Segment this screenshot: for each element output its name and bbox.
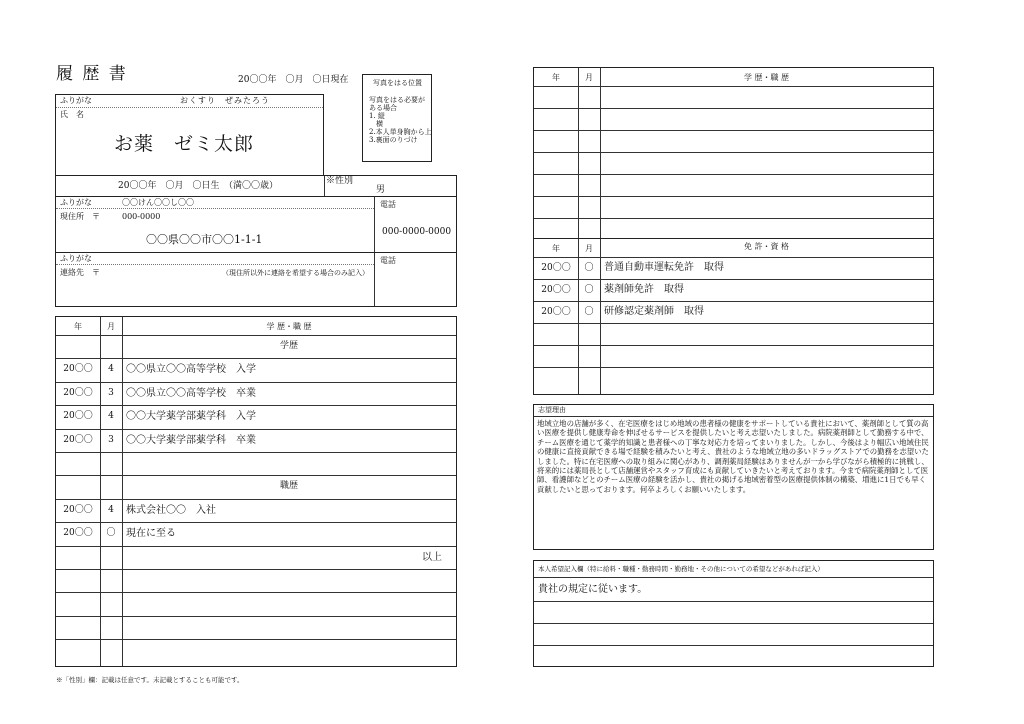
row-month <box>100 616 122 639</box>
document-date: 20〇〇年 〇月 〇日現在 <box>238 75 349 85</box>
contact-note: （現住所以外に連絡を希望する場合のみ記入） <box>222 269 369 277</box>
row-year: 20〇〇 <box>63 364 93 375</box>
row-year: 20〇〇 <box>63 411 93 422</box>
row-month: 〇 <box>584 263 594 273</box>
table-row <box>56 405 456 428</box>
table-row <box>534 345 933 367</box>
row-month <box>578 323 600 345</box>
row-year <box>56 569 100 592</box>
row-month: 〇 <box>584 307 594 317</box>
row-text: 研修認定薬剤師 取得 <box>604 306 704 317</box>
table-row <box>56 335 456 358</box>
row-month: 〇 <box>584 285 594 295</box>
contact-phone-label: 電話 <box>380 256 396 265</box>
row-month <box>100 475 122 498</box>
license-table <box>533 238 934 395</box>
table-row <box>56 358 456 381</box>
address-furigana: 〇〇けん〇〇し〇〇 <box>122 198 194 207</box>
row-year <box>56 335 100 358</box>
motivation-box <box>533 404 934 550</box>
phone-value: 000-0000-0000 <box>382 227 452 237</box>
row-year <box>534 323 578 345</box>
table-row <box>56 546 456 569</box>
page-title: 履 歴 書 <box>56 64 128 84</box>
row-text: 薬剤師免許 取得 <box>604 284 684 295</box>
table-row <box>56 639 456 662</box>
col-header-year: 年 <box>74 322 82 331</box>
address-value: 〇〇県〇〇市〇〇1-1-1 <box>146 233 263 246</box>
row-year <box>56 475 100 498</box>
sex-value: 男 <box>376 185 386 195</box>
applicant-name: お薬 ゼミ太郎 <box>114 133 255 155</box>
contact-box <box>55 252 457 307</box>
name-furigana-label: ふりがな <box>60 96 92 105</box>
row-month: 4 <box>108 364 114 375</box>
phone-label: 電話 <box>380 200 396 209</box>
table-row <box>56 452 456 475</box>
table-row <box>534 323 933 345</box>
row-month <box>100 546 122 569</box>
col-header-history: 学 歴・職 歴 <box>266 322 312 331</box>
photo-line: 1. 縦 <box>369 112 385 120</box>
row-year <box>56 639 100 662</box>
row-year: 20〇〇 <box>63 528 93 539</box>
row-month <box>100 592 122 615</box>
table-row <box>56 616 456 639</box>
table-row <box>56 522 456 545</box>
birth-row <box>55 175 457 197</box>
postal-code: 000-0000 <box>122 212 161 221</box>
birth-date: 20〇〇年 〇月 〇日生 （満〇〇歳） <box>118 181 278 191</box>
contact-label: 連絡先 〒 <box>60 268 100 277</box>
address-label: 現住所 〒 <box>60 212 100 221</box>
table-row <box>534 257 933 279</box>
photo-line: ある場合 <box>369 104 397 112</box>
table-row <box>56 382 456 405</box>
table-row <box>56 429 456 452</box>
row-text: 以上 <box>422 551 442 563</box>
row-year <box>534 345 578 367</box>
row-year: 20〇〇 <box>541 285 571 295</box>
row-year <box>56 592 100 615</box>
table-row <box>56 475 456 498</box>
row-text: 職歴 <box>279 481 298 492</box>
table-row <box>534 279 933 301</box>
row-text: 〇〇県立〇〇高等学校 入学 <box>126 364 256 376</box>
photo-line: 横 <box>369 120 383 128</box>
row-month: 3 <box>108 434 114 445</box>
row-month <box>100 452 122 475</box>
col-header-month: 月 <box>585 73 593 82</box>
row-text: 〇〇大学薬学部薬学科 卒業 <box>126 434 256 446</box>
row-text: 現在に至る <box>126 528 176 540</box>
request-label: 本人希望記入欄（特に給料・職種・勤務時間・勤務地・その他についての希望などがあれば記入） <box>538 565 824 573</box>
row-text: 株式会社〇〇 入社 <box>126 504 216 516</box>
row-year <box>56 616 100 639</box>
row-year <box>56 546 100 569</box>
row-month: 〇 <box>106 528 116 539</box>
row-text: 普通自動車運転免許 取得 <box>604 262 724 273</box>
contact-furigana-label: ふりがな <box>60 254 92 263</box>
history-table-left <box>55 316 457 667</box>
row-year: 20〇〇 <box>541 263 571 273</box>
photo-box <box>362 74 432 162</box>
name-label: 氏 名 <box>60 110 84 119</box>
row-month: 4 <box>108 504 114 515</box>
row-year: 20〇〇 <box>63 434 93 445</box>
photo-line: 写真をはる必要が <box>369 96 425 104</box>
photo-line: 2.本人単身胸から上 <box>369 128 432 136</box>
col-header-year: 年 <box>552 244 560 253</box>
row-month <box>578 345 600 367</box>
table-row <box>56 499 456 522</box>
history-table-right <box>533 67 934 239</box>
col-header-month: 月 <box>107 322 115 331</box>
table-row <box>534 367 933 389</box>
photo-title: 写真をはる位置 <box>373 79 422 87</box>
row-month <box>100 569 122 592</box>
table-row <box>56 569 456 592</box>
name-box <box>55 94 324 176</box>
row-month: 4 <box>108 411 114 422</box>
row-month: 3 <box>108 387 114 398</box>
row-text: 〇〇県立〇〇高等学校 卒業 <box>126 387 256 399</box>
row-text: 〇〇大学薬学部薬学科 入学 <box>126 411 256 423</box>
row-year: 20〇〇 <box>63 387 93 398</box>
table-row <box>56 592 456 615</box>
row-year: 20〇〇 <box>541 307 571 317</box>
row-year <box>56 452 100 475</box>
row-month <box>578 367 600 389</box>
footnote: ※「性別」欄：記載は任意です。未記載とすることも可能です。 <box>56 676 244 684</box>
request-box <box>533 560 934 667</box>
motivation-text: 地域立地の店舗が多く、在宅医療をはじめ地域の患者様の健康をサポートしている貴社において、薬剤師として質の高い医療を提供し健康寿命を伸ばせるサービスを提供したいと考え志望いたしました。病院薬剤師として勤務する中で、チーム医療を通じて薬学的知識と患者様への丁寧な対応力を培ってまいりました。しかし、今後はより幅広い地域住民の健康に直接貢献できる場で経験を積みたいと考え、貴社のような地域立地の多いドラッグストアでの勤務を志望いたしました。特に在宅医療への取り組みに関心があり、調剤薬局経験はありませんが一から学びながら積極的に挑戦し、将来的には薬局長として店舗運営やスタッフ育成にも貢献していきたいと考えております。今まで病院薬剤師として医師、看護師などとのチーム医療の経験を活かし、貴社の掲げる地域密着型の医療提供体制の構築、増進に1日でも早く貢献したいと思っております。何卒よろしくお願いいたします。 <box>537 419 929 494</box>
request-text: 貴社の規定に従います。 <box>538 584 648 595</box>
row-month <box>100 639 122 662</box>
row-year: 20〇〇 <box>63 504 93 515</box>
sex-label: ※性別 <box>326 176 354 186</box>
table-row <box>534 301 933 323</box>
col-header-license: 免 許・資 格 <box>743 242 790 251</box>
row-month <box>100 335 122 358</box>
address-furigana-label: ふりがな <box>60 198 92 207</box>
col-header-year: 年 <box>552 73 560 82</box>
col-header-month: 月 <box>585 244 593 253</box>
col-header-history: 学 歴・職 歴 <box>743 73 790 82</box>
address-box <box>55 196 457 253</box>
motivation-label: 志望理由 <box>538 406 566 414</box>
photo-line: 3.裏面のりづけ <box>369 136 418 144</box>
name-furigana: おくすり ぜみたろう <box>180 96 270 105</box>
row-year <box>534 367 578 389</box>
row-text: 学歴 <box>279 341 298 351</box>
